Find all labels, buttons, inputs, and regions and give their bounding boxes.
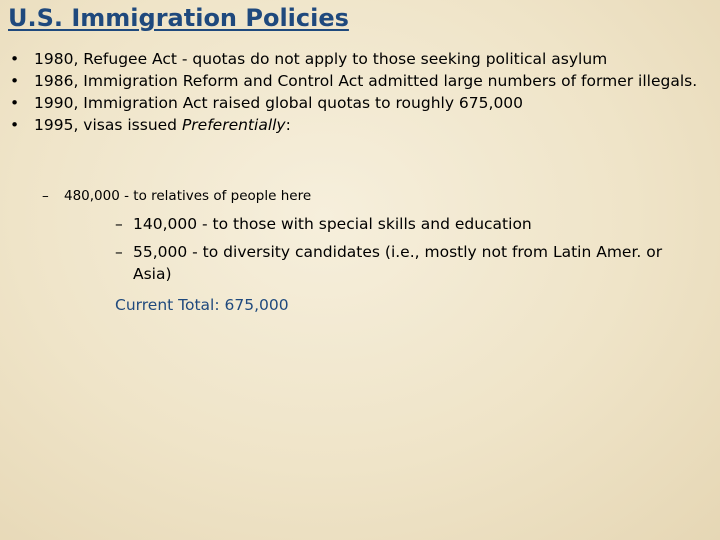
bullet-item: [10, 92, 702, 114]
bullet-marker: •: [10, 116, 20, 134]
bullet-list: [10, 48, 702, 136]
bullet-text-suffix: :: [285, 116, 291, 134]
bullet-text: 1986, Immigration Reform and Control Act admitted large numbers of former illegals.: [34, 72, 698, 90]
bullet-marker: •: [10, 72, 20, 90]
bullet-text: 1990, Immigration Act raised global quotas to roughly 675,000: [34, 94, 524, 112]
bullet-text: 1980, Refugee Act - quotas do not apply to those seeking political asylum: [34, 50, 608, 68]
sub-item-marker: –: [115, 243, 123, 261]
sub-item: [115, 213, 705, 235]
bullet-item: [10, 48, 702, 70]
sub-item: [42, 186, 682, 206]
bullet-item: [10, 70, 702, 92]
bullet-text: [34, 116, 291, 134]
bullet-text-prefix: 1995, visas issued: [34, 116, 182, 134]
bullet-emphasis: Preferentially: [181, 116, 286, 134]
sub-item: [115, 241, 705, 285]
sub-item-marker: –: [115, 215, 123, 233]
sub-item-marker: –: [42, 188, 49, 204]
sub-item-text: 480,000 - to relatives of people here: [64, 188, 312, 204]
bullet-marker: •: [10, 94, 20, 112]
sub-item-text: 140,000 - to those with special skills and education: [133, 215, 532, 233]
bullet-item: [10, 114, 702, 136]
current-total: Current Total: 675,000: [115, 296, 289, 314]
slide-title: U.S. Immigration Policies: [8, 4, 349, 32]
bullet-marker: •: [10, 50, 20, 68]
sub-item-text: 55,000 - to diversity candidates (i.e., mostly not from Latin Amer. or Asia): [133, 243, 663, 283]
